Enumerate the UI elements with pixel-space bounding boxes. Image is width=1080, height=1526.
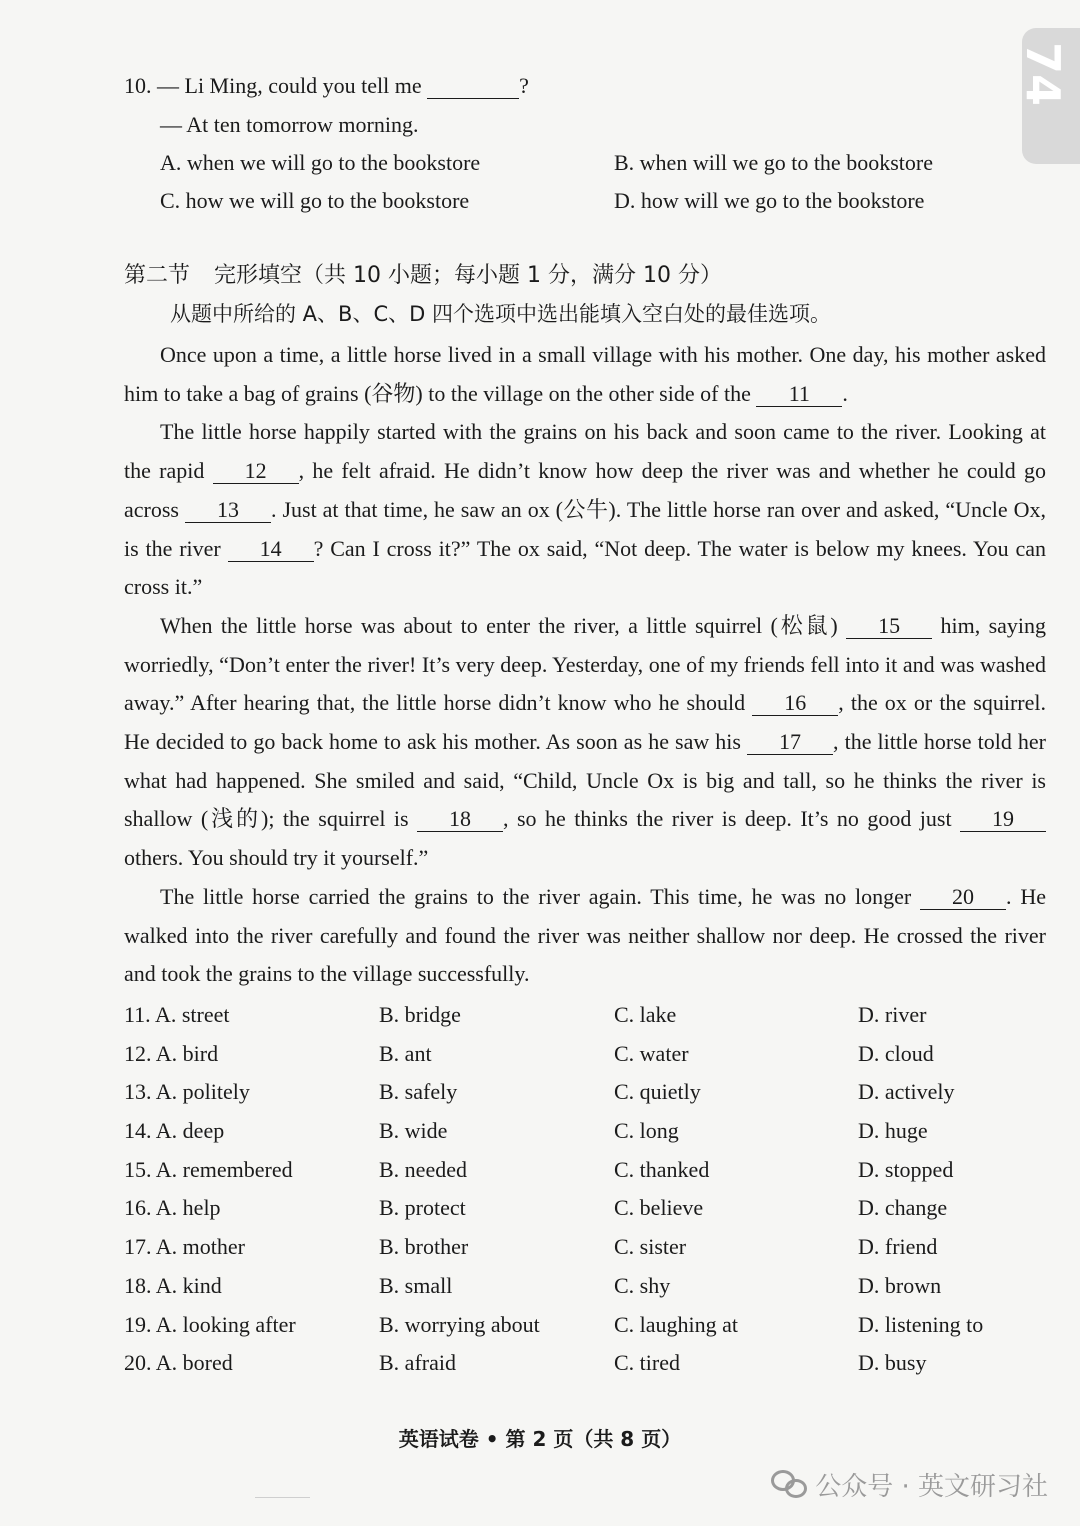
paragraph-text: When the little horse was about to enter the river, a little squirrel (松鼠) <box>160 612 838 638</box>
q10-option-d: D. how will we go to the bookstore <box>614 188 925 213</box>
option-c: C. shy <box>614 1272 671 1298</box>
blank-20: 20 <box>920 885 1006 910</box>
option-d: D. change <box>858 1195 948 1221</box>
option-a: 18. A. kind <box>124 1272 222 1298</box>
paragraph-4 <box>124 878 1046 994</box>
option-a: 11. A. street <box>124 1002 230 1027</box>
option-d: D. cloud <box>858 1040 934 1066</box>
option-d: D. actively <box>858 1079 955 1105</box>
blank-16: 16 <box>752 691 838 716</box>
page-footer: 英语试卷 • 第 2 页（共 8 页） <box>398 1427 682 1451</box>
option-a: 16. A. help <box>124 1195 221 1221</box>
q10-stem-end: ? <box>519 73 529 98</box>
blank-14: 14 <box>228 537 314 562</box>
watermark <box>771 1466 1048 1503</box>
option-b: B. afraid <box>379 1350 456 1376</box>
paragraph-3 <box>124 607 1046 878</box>
option-b: B. small <box>379 1272 453 1298</box>
paragraph-text: The little horse carried the grains to the river again. This time, he was no longer <box>160 883 912 909</box>
option-row-17 <box>124 1234 1024 1273</box>
option-d: D. brown <box>858 1272 942 1298</box>
blank-18: 18 <box>417 807 503 832</box>
option-row-15 <box>124 1157 1024 1196</box>
q10-option-b: B. when will we go to the bookstore <box>614 150 933 175</box>
question-10-stem <box>124 72 529 100</box>
paragraph-text: , the little horse told her what had happened. She smiled and said, “Child, Uncle Ox is big and tall, so he thinks the river is shallow (浅的); the squirrel is <box>124 729 1046 832</box>
option-c: C. quietly <box>614 1079 701 1105</box>
wechat-icon <box>771 1470 807 1500</box>
q10-stem-text: 10. — Li Ming, could you tell me <box>124 73 422 98</box>
option-row-20 <box>124 1350 1024 1389</box>
q10-option-c: C. how we will go to the bookstore <box>160 188 470 213</box>
option-row-18 <box>124 1273 1024 1312</box>
section-instruction: 从题中所给的 A、B、C、D 四个选项中选出能填入空白处的最佳选项。 <box>170 302 831 326</box>
option-a: 14. A. deep <box>124 1118 225 1144</box>
option-a: 17. A. mother <box>124 1234 245 1260</box>
section-heading: 完形填空（共 10 小题；每小题 1 分，满分 10 分） <box>214 263 722 288</box>
option-c: C. lake <box>614 1002 677 1027</box>
option-row-13 <box>124 1079 1024 1118</box>
paragraph-1 <box>124 336 1046 413</box>
blank-12: 12 <box>213 459 299 484</box>
blank-11: 11 <box>756 382 842 407</box>
option-b: B. brother <box>379 1234 469 1260</box>
paragraph-text: him, saying worriedly, “Don’t enter the river! It’s very deep. Yesterday, one of my friends fell into it and was washed away.” After hearing that, the little horse didn’t know who he should <box>124 612 1047 716</box>
option-a: 19. A. looking after <box>124 1311 296 1337</box>
paragraph-text: , so he thinks the river is deep. It’s no good just <box>503 806 952 832</box>
option-b: B. wide <box>379 1118 448 1144</box>
option-row-11 <box>124 1002 1024 1041</box>
paragraph-text: ? Can I cross it?” The ox said, “Not deep. The water is below my knees. You can cross it.” <box>124 535 1046 600</box>
option-d: D. busy <box>858 1350 927 1376</box>
page-edge-tab <box>1016 28 1080 164</box>
option-c: C. tired <box>614 1350 680 1376</box>
paragraph-text: others. You should try it yourself.” <box>124 845 429 871</box>
option-row-12 <box>124 1041 1024 1080</box>
answer-options <box>124 1002 1024 1389</box>
paragraph-text: Once upon a time, a little horse lived in a small village with his mother. One day, his mother asked him to take a bag of grains (谷物) to the village on the other side of the <box>124 342 1046 406</box>
option-b: B. needed <box>379 1156 467 1182</box>
option-row-14 <box>124 1118 1024 1157</box>
option-d: D. river <box>858 1002 927 1027</box>
paragraph-text: , the ox or the squirrel. He decided to go back home to ask his mother. As soon as he saw his <box>124 690 1046 755</box>
option-a: 20. A. bored <box>124 1350 233 1376</box>
blank-13: 13 <box>185 498 271 523</box>
watermark-text: 公众号 · 英文研习社 <box>815 1472 1048 1502</box>
option-a: 13. A. politely <box>124 1079 250 1105</box>
section-number: 第二节 <box>124 263 191 288</box>
question-10-reply: — At ten tomorrow morning. <box>160 112 419 137</box>
page-tab-number: 74 <box>1016 42 1070 107</box>
option-c: C. thanked <box>614 1156 710 1182</box>
option-b: B. ant <box>379 1040 432 1066</box>
paragraph-text: , he felt afraid. He didn’t know how deep the river was and whether he could go across <box>124 458 1047 522</box>
option-b: B. bridge <box>379 1002 461 1027</box>
blank-17: 17 <box>747 730 833 755</box>
option-a: 15. A. remembered <box>124 1156 293 1182</box>
section-title <box>124 258 722 289</box>
option-d: D. huge <box>858 1118 928 1144</box>
blank-19: 19 <box>960 807 1046 832</box>
option-a: 12. A. bird <box>124 1040 219 1066</box>
q10-option-a: A. when we will go to the bookstore <box>160 150 481 175</box>
q10-blank <box>427 74 519 99</box>
option-row-16 <box>124 1195 1024 1234</box>
option-d: D. friend <box>858 1234 938 1260</box>
option-c: C. long <box>614 1118 679 1144</box>
option-b: B. safely <box>379 1079 458 1105</box>
paragraph-text: The little horse happily started with the grains on his back and soon came to the river. Looking at the rapid <box>124 419 1046 484</box>
blank-15: 15 <box>846 614 932 639</box>
divider <box>255 1497 310 1498</box>
option-c: C. water <box>614 1040 689 1066</box>
paragraph-text: . He walked into the river carefully and found the river was neither shallow nor deep. He crossed the river and took the grains to the village successfully. <box>124 883 1046 987</box>
option-d: D. listening to <box>858 1311 984 1337</box>
paragraph-text: . <box>842 380 848 406</box>
paragraph-2 <box>124 413 1046 607</box>
option-b: B. protect <box>379 1195 466 1221</box>
cloze-passage <box>124 336 1046 994</box>
option-b: B. worrying about <box>379 1311 540 1337</box>
paragraph-text: . Just at that time, he saw an ox (公牛). The little horse ran over and asked, “Uncle Ox, is the river <box>124 496 1047 561</box>
option-c: C. laughing at <box>614 1311 739 1337</box>
option-d: D. stopped <box>858 1156 954 1182</box>
option-c: C. believe <box>614 1195 704 1221</box>
option-c: C. sister <box>614 1234 687 1260</box>
option-row-19 <box>124 1312 1024 1351</box>
